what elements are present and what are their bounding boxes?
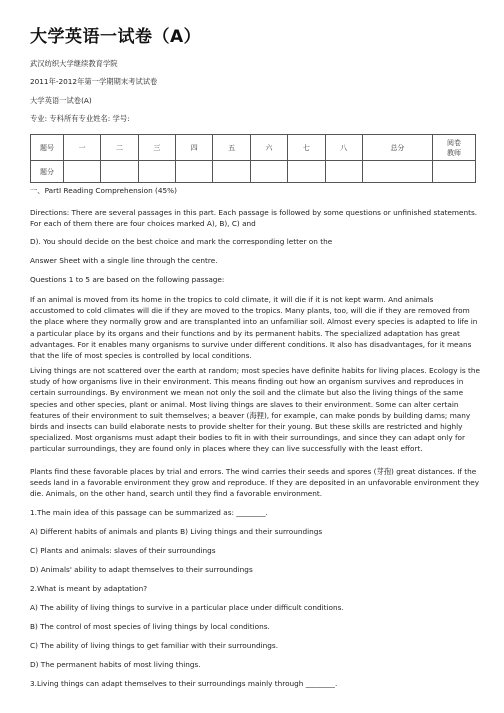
score-header-cell: 六 [250, 135, 287, 161]
score-header-cell: 五 [213, 135, 250, 161]
exam-title: 大学英语一试卷（A） [30, 27, 202, 47]
directions-continued: D). You should decide on the best choice and mark the corresponding letter on the [30, 237, 333, 246]
score-cell [138, 161, 175, 183]
questions-intro: Questions 1 to 5 are based on the following passage: [30, 275, 225, 284]
score-cell [288, 161, 325, 183]
question-2-option-c: C) The ability of living things to get familiar with their surroundings. [30, 641, 279, 650]
score-row-label: 题分 [31, 161, 64, 183]
question-2-option-d: D) The permanent habits of most living things. [30, 660, 201, 669]
score-cell [101, 161, 138, 183]
question-1-option-c: C) Plants and animals: slaves of their surroundings [30, 546, 216, 555]
score-cell [325, 161, 362, 183]
score-header-cell: 总分 [362, 135, 432, 161]
score-cell [213, 161, 250, 183]
score-table [30, 134, 476, 183]
school-name: 武汉纺织大学继续教育学院 [30, 59, 118, 68]
section-heading: 一、PartI Reading Comprehension (45%) [30, 186, 177, 195]
score-table-header-row [31, 135, 476, 161]
passage-paragraph-3: Plants find these favorable places by trial and errors. The wind carries their seeds and spores (芽孢) great distances. If the seeds land in a favorable environment they grow and reproduce. If they are deposited in an unfavorable environment they die. Animals, on the other hand, search until they find a favorable environment. [30, 467, 480, 499]
answer-sheet-instruction: Answer Sheet with a single line through the centre. [30, 256, 218, 265]
score-header-cell: 三 [138, 135, 175, 161]
score-cell [433, 161, 476, 183]
score-cell [250, 161, 287, 183]
question-2: 2.What is meant by adaptation? [30, 584, 148, 593]
directions: Directions: There are several passages in this part. Each passage is followed by some questions or unfinished statements. For each of them there are four choices marked A), B), C) and [30, 208, 478, 229]
student-info: 专业: 专科所有专业姓名: 学号: [30, 114, 130, 123]
passage-paragraph-2: Living things are not scattered over the earth at random; most species have definite habits for living places. Ecology is the study of how organisms live in their environment. This means finding out how an organism survives and reproduces in certain surroundings. By environment we mean not only the soil and the climate but also the living things of the same species and other species, plant or animal. Most living things are slaves to their environment. Some can alter certain features of their environment to suit themselves; a beaver (海狸), for example, can make ponds by building dams; many birds and insects can build elaborate nests to provide shelter for their young. But these skills are restricted and highly specialized. Most organisms must adapt their bodies to fit in with their surroundings, and since they can adapt only for particular surroundings, they are found only in places where they can live successfully with the least effort. [30, 366, 480, 454]
question-1-option-d: D) Animals' ability to adapt themselves to their surroundings [30, 565, 253, 574]
score-header-cell: 阅卷 教师 [433, 135, 476, 161]
score-cell [64, 161, 101, 183]
question-3: 3.Living things can adapt themselves to their surroundings mainly through ________. [30, 679, 338, 688]
score-header-cell: 一 [64, 135, 101, 161]
score-header-cell: 八 [325, 135, 362, 161]
score-header-cell: 题号 [31, 135, 64, 161]
question-2-option-a: A) The ability of living things to survive in a particular place under difficult conditions. [30, 603, 344, 612]
question-1: 1.The main idea of this passage can be summarized as: ________. [30, 508, 268, 517]
question-2-option-b: B) The control of most species of living things by local conditions. [30, 622, 270, 631]
score-header-cell: 二 [101, 135, 138, 161]
passage-paragraph-1: If an animal is moved from its home in the tropics to cold climate, it will die if it is not kept warm. And animals accustomed to cold climates will die if they are moved to the tropics. Many plants, too, will die if they are removed from the place where they normally grow and are transplanted into an unfamiliar soil. Almost every species is adapted to life in a particular place by its organs and their functions and by its permanent habits. The specialized adaptation has great advantages. For it enables many organisms to survive under different conditions. It also has disadvantages, for it means that the life of most species is controlled by local conditions. [30, 295, 478, 361]
question-1-options-ab: A) Different habits of animals and plants B) Living things and their surroundings [30, 527, 323, 536]
score-header-cell: 七 [288, 135, 325, 161]
score-cell [362, 161, 432, 183]
score-header-cell: 四 [176, 135, 213, 161]
term-line: 2011年-2012年第一学期期末考试试卷 [30, 77, 158, 86]
score-table-value-row [31, 161, 476, 183]
score-cell [176, 161, 213, 183]
exam-name: 大学英语一试卷(A) [30, 96, 92, 105]
